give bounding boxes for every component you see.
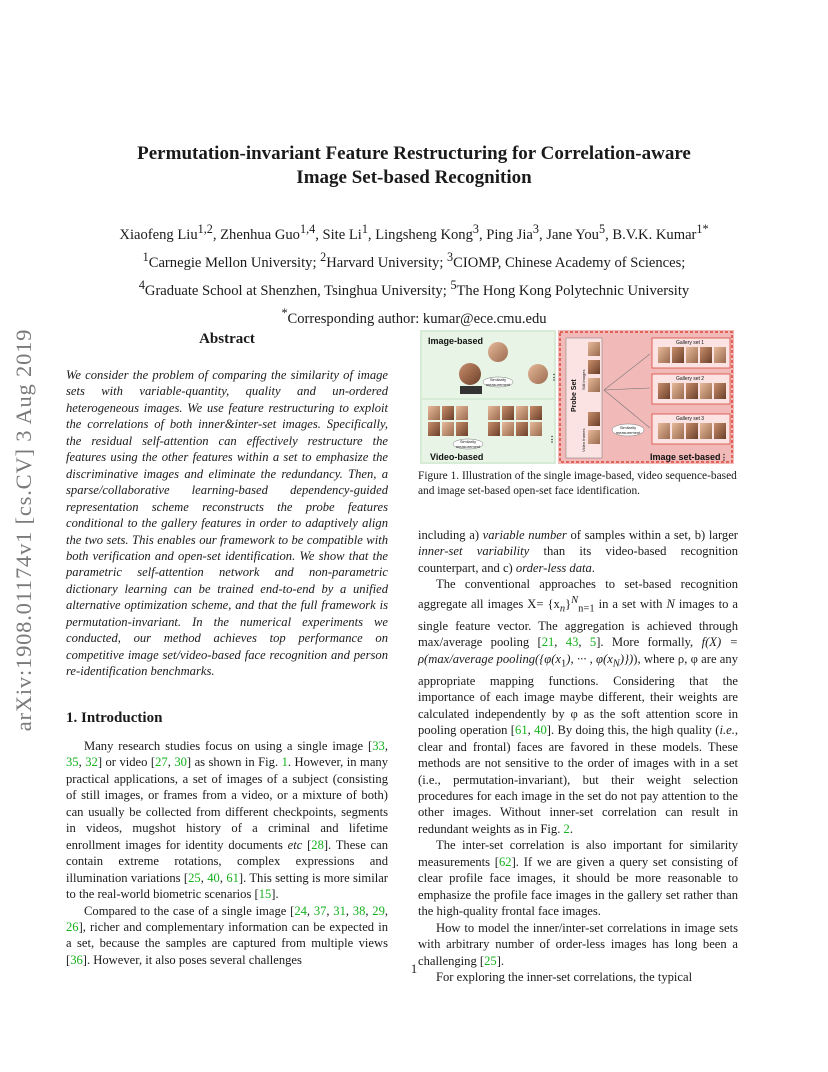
dots-label: ⋮ (548, 435, 556, 444)
title-line-2: Image Set-based Recognition (296, 167, 532, 188)
gallery-set-1-label: Gallery set 1 (676, 340, 705, 346)
dots-label: ⋮ (550, 373, 558, 382)
author-name: , Ping Jia (478, 226, 533, 243)
similarity-label: Similarity (459, 439, 477, 444)
affil-text: CIOMP, Chinese Academy of Sciences; (453, 254, 686, 271)
affil-sup: 5 (450, 277, 457, 292)
citation-link[interactable]: 29 (372, 903, 385, 918)
paragraph: Many research studies focus on using a single image [33, 35, 32] or video [27, 30] as shown in Fig. 1. However, in many practical applications, a set of images of a subject (consisting of still images, or frames from a video, or a mixture of both) can usually be collected from different checkpoints, segments in videos, mugshot history of a criminal and lifetime enrollment images for identity documents etc [28]. These can contain extreme rotations, complex expressions and illumination variations [25, 40, 61]. This setting is more similar to the real-world biometric scenarios [15]. (66, 739, 389, 902)
citation-link[interactable]: 33 (372, 739, 385, 753)
set-based-label: Image set-based (650, 452, 721, 462)
citation-link[interactable]: 25 (484, 953, 497, 968)
similarity-label: Similarity (489, 377, 507, 382)
citation-link[interactable]: 62 (499, 854, 512, 869)
gallery-set-3-label: Gallery set 3 (676, 416, 705, 422)
right-column-body (418, 527, 738, 985)
figure-1-illustration (420, 330, 734, 464)
arxiv-identifier (2, 300, 46, 760)
citation-link[interactable]: 32 (85, 755, 98, 770)
introduction-body (66, 738, 388, 968)
author-name: Xiaofeng Liu (119, 226, 198, 243)
affil-sup: 4 (138, 277, 145, 292)
citation-link[interactable]: 15 (258, 887, 272, 902)
face-image-icon (528, 364, 548, 384)
video-frames-label: Video frames (581, 428, 586, 452)
author-sup: 1,2 (197, 222, 213, 236)
affil-sup: * (281, 305, 288, 320)
still-images-label: Still images (581, 369, 586, 390)
citation-link[interactable]: 30 (174, 755, 187, 770)
video-based-label: Video-based (430, 452, 484, 462)
arxiv-id-text: arXiv:1908.01174v1 [cs.CV] 3 Aug 2019 (11, 328, 36, 732)
author-name: , Lingsheng Kong (367, 226, 473, 243)
author-list (60, 218, 768, 246)
paragraph: For exploring the inner-set correlations, the typical (436, 970, 693, 984)
citation-link[interactable]: 61 (515, 723, 528, 738)
author-name: , Site Li (315, 226, 362, 243)
author-sup: 3 (532, 222, 539, 236)
author-name: , Zhenhua Guo (212, 226, 300, 243)
citation-link[interactable]: 35 (66, 755, 79, 770)
paragraph: The inter-set correlation is also important for similarity measurements [62]. If we are given a query set consisting of clear profile face images, it should be more reasonable to emphasize the profile face images in the gallery set rather than the high-quality frontal face images. (418, 838, 738, 919)
title-line-1: Permutation-invariant Feature Restructuring for Correlation-aware (137, 143, 691, 164)
affil-text: Graduate School at Shenzhen, Tsinghua University; (144, 282, 451, 299)
affil-text: Carnegie Mellon University; (148, 254, 321, 271)
citation-link[interactable]: 40 (207, 870, 220, 885)
dots-label: ⋮ (720, 453, 728, 462)
measurement-label: measurement (485, 382, 511, 387)
figure-link[interactable]: 1 (281, 755, 288, 770)
author-sup: 3 (472, 222, 479, 236)
abstract-heading: Abstract (199, 331, 255, 347)
citation-link[interactable]: 21 (541, 635, 555, 650)
affil-sup: 3 (447, 249, 454, 264)
corresponding-author (60, 302, 768, 330)
citation-link[interactable]: 24 (294, 903, 307, 918)
citation-link[interactable]: 37 (313, 903, 327, 918)
affil-sup: 1 (142, 249, 149, 264)
affiliation-line-1 (60, 246, 768, 274)
abstract-body: We consider the problem of comparing the similarity of image sets with variable-quantity, quality and un-ordered heterogeneous images. We use feature restructuring to exploit the correlations of both inner&inter-set images. Specifically, the residual self-attention can effectively restructure the features using the other features within a set to emphasize the discriminative images and eliminate the redundancy. Then, a sparse/collaborative learning-based dependency-guided representation scheme reconstructs the probe features conditional to the gallery features in order to adaptively align the two sets. This enables our framework to be compatible with both verification and open-set identification. We show that the parametric self-attention network and non-parametric dictionary learning can be trained end-to-end by a unified alternative optimization scheme, and that the full framework is permutation-invariant. In the numerical experiments we conducted, our method achieves top performance on competitive image set/video-based face recognition and person re-identification benchmarks. (66, 368, 388, 679)
section-heading-introduction: 1. Introduction (66, 710, 163, 726)
gallery-set-2-label: Gallery set 2 (676, 376, 705, 382)
author-name: , Jane You (538, 226, 599, 243)
author-block (60, 218, 768, 329)
figure-1-caption: Figure 1. Illustration of the single image-based, video sequence-based and image set-based open-set face identification. (418, 470, 737, 497)
citation-link[interactable]: 40 (534, 723, 547, 738)
similarity-label: Similarity (619, 425, 637, 430)
figure-1 (420, 330, 734, 464)
author-sup: 1* (696, 222, 709, 236)
affiliation-line-2 (60, 274, 768, 302)
paragraph: including a) variable number of samples within a set, b) larger inner-set variability than its video-based recognition counterpart, and c) order-less data. (418, 528, 738, 575)
probe-set-label: Probe Set (571, 379, 578, 412)
paragraph: The conventional approaches to set-based recognition aggregate all images $X= \{x_n\}^N_{n=1}$ in a set with N images to a single feature vector. The aggregation is achieved through max/average pooling [21, 43, 5]. More formally, f(X) = ρ(max/average $pooling(\{\varphi(x_1)$, ··· , $\varphi(x_N)$})), where ρ, φ are any appropriate mapping functions. Considering that the importance of each image maybe different, their weights are calculated independently by φ as the soft attention score in pooling operation [61, 40]. By doing this, the high quality (i.e., clear and frontal) faces are favored in these models. These methods are not sensitive to the order of images with in a set (i.e., permutation-invariant), but their weight selection procedures for each image in the set do not pay attention to the other images. Without inner-set correlation can result in redundant weights as in Fig. 2. (418, 577, 739, 836)
citation-link[interactable]: 28 (311, 837, 324, 852)
citation-link[interactable]: 43 (565, 635, 579, 650)
image-based-label: Image-based (428, 336, 484, 346)
citation-link[interactable]: 25 (188, 870, 201, 885)
page-number: 1 (410, 962, 418, 976)
author-sup: 5 (598, 222, 606, 236)
citation-link[interactable]: 61 (226, 870, 239, 885)
author-name: , B.V.K. Kumar (605, 226, 697, 243)
citation-link[interactable]: 36 (70, 952, 83, 967)
measurement-label: measurement (615, 430, 641, 435)
paragraph: Compared to the case of a single image [24, 37, 31, 38, 29, 26], richer and complementary information can be expected in a set, because the samples are captured from multiple views [36]. However, it also poses several challenges (66, 903, 389, 967)
affil-text: The Hong Kong Polytechnic University (456, 282, 690, 299)
affil-text: Corresponding author: kumar@ece.cmu.edu (287, 310, 547, 327)
citation-link[interactable]: 27 (155, 755, 168, 770)
paragraph: How to model the inner/inter-set correlations in image sets with arbitrary number of order-less images has long been a challenging [25]. (418, 920, 738, 968)
author-sup: 1,4 (299, 222, 316, 236)
citation-link[interactable]: 5 (589, 635, 597, 650)
citation-link[interactable]: 26 (66, 919, 79, 934)
citation-link[interactable]: 31 (333, 903, 346, 918)
face-image-icon (459, 363, 481, 385)
figure-link[interactable]: 2 (563, 821, 570, 836)
paper-title (90, 142, 738, 190)
measurement-label: measurement (455, 444, 481, 449)
face-image-icon (488, 342, 508, 362)
citation-link[interactable]: 38 (352, 903, 366, 918)
author-sup: 1 (361, 222, 368, 236)
affil-text: Harvard University; (326, 254, 448, 271)
affil-sup: 2 (320, 249, 327, 264)
